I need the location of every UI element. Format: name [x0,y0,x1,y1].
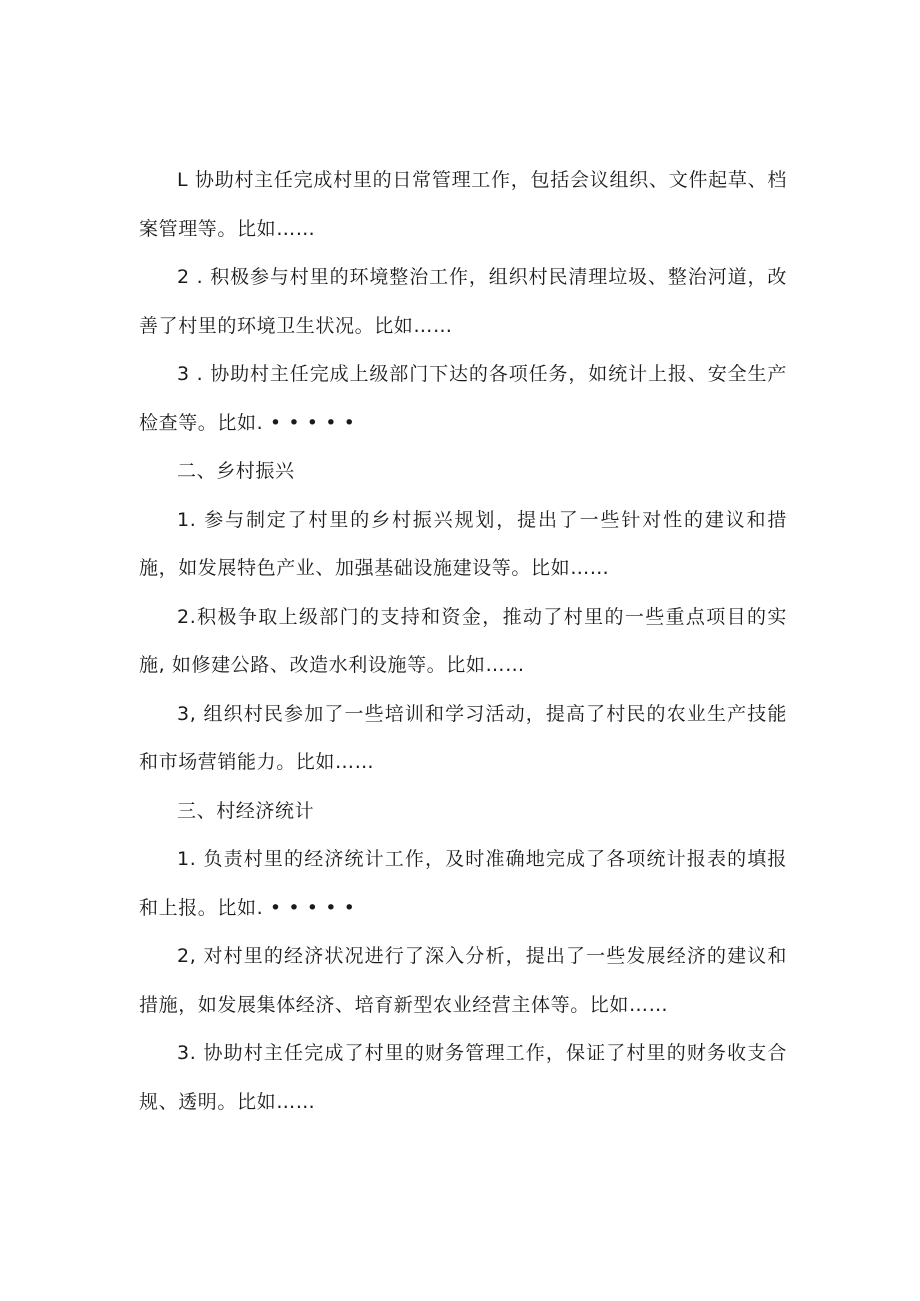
section2-heading: 二、乡村振兴 [177,460,295,482]
section3-heading: 三、村经济统计 [177,799,315,822]
section2-item-1: 1. 参与制定了村里的乡村振兴规划，提出了一些针对性的建议和措施，如发展特色产业、加强基础设施建设等。比如…… [139,508,787,579]
section2-item-3: 3, 组织村民参加了一些培训和学习活动，提高了村民的农业生产技能和市场营销能力。比如…… [139,702,787,773]
section1-item-1: L 协助村主任完成村里的日常管理工作，包括会议组织、文件起草、档案管理等。比如…… [139,169,787,240]
document-body [139,156,787,1126]
section3-item-2: 2, 对村里的经济状况进行了深入分析，提出了一些发展经济的建议和措施，如发展集体经济、培育新型农业经营主体等。比如…… [139,945,787,1016]
section3-item-3: 3. 协助村主任完成了村里的财务管理工作，保证了村里的财务收支合规、透明。比如…… [139,1042,787,1113]
section3-item-1: 1. 负责村里的经济统计工作，及时准确地完成了各项统计报表的填报和上报。比如. • • • • • [139,848,787,919]
section1-item-2: 2 . 积极参与村里的环境整治工作，组织村民清理垃圾、整治河道，改善了村里的环境卫生状况。比如…… [139,266,787,337]
section2-item-2: 2.积极争取上级部门的支持和资金，推动了村里的一些重点项目的实施, 如修建公路、改造水利设施等。比如…… [139,605,787,676]
section1-item-3: 3 . 协助村主任完成上级部门下达的各项任务，如统计上报、安全生产检查等。比如. • • • • • [139,363,787,434]
